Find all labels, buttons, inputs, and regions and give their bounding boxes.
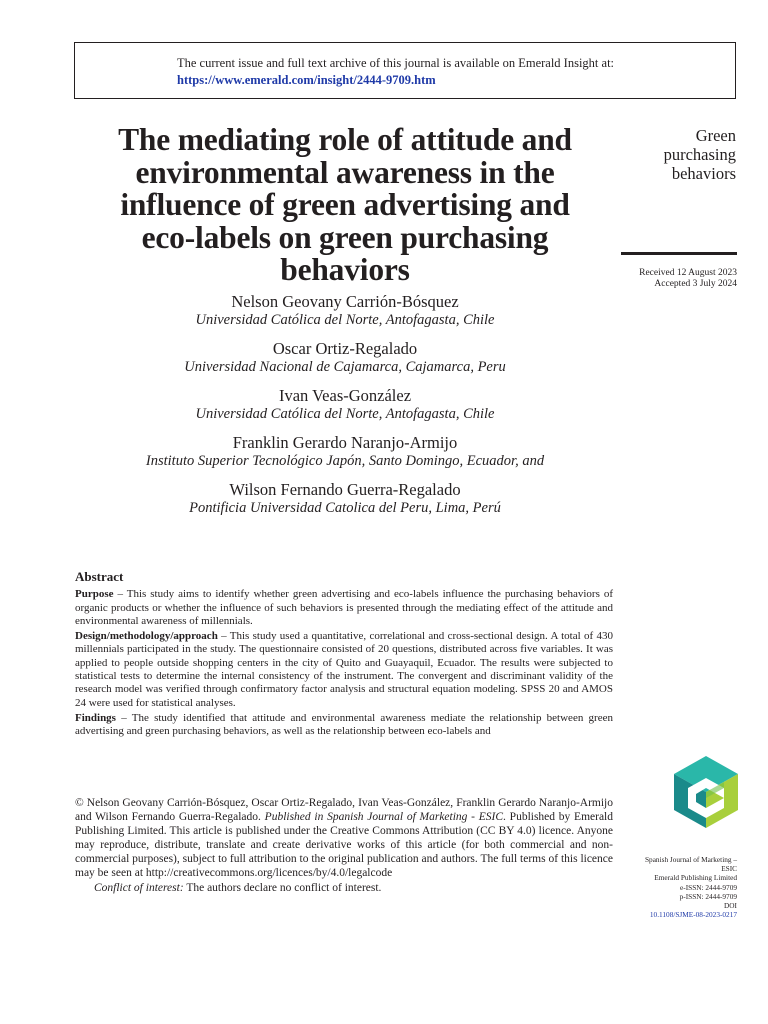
doi-label: DOI [724, 901, 737, 911]
margin-rule [621, 252, 737, 255]
licence-text: . Published by Emerald Publishing Limited. This article is published under the Creative Commons Attribution (CC BY 4.0) licence. Anyone may reproduce, distribute, translate and create derivative works of this article (for both commercial and non-commercial purposes), subject to full attribution to the original publication and authors. The full terms of this licence may be seen at http://creativecommons.org/licences/by/4.0/legalcode [75, 811, 614, 879]
conflict-text: The authors declare no conflict of interest. [183, 882, 382, 894]
purpose-label: Purpose [75, 588, 114, 601]
eissn: e-ISSN: 2444-9709 [680, 882, 737, 892]
title-line: eco-labels on green purchasing [141, 219, 549, 255]
copyright-text [75, 796, 613, 880]
title-line: behaviors [280, 252, 410, 287]
author-name: Nelson Geovany Carrión-Bósquez [231, 292, 459, 311]
doi-line [607, 901, 737, 919]
design-text: – This study used a quantitative, correlational and cross-sectional design. A total of 430 millennials participated in the study. The questionnaire consisted of 20 questions, distributed across five variables. It was applied to people outside shopping centers in the city of Quito and Guayaquil, Ecuador. The results were subjected to statistical tests to determine the internal consistency of the instrument. The convergent and discriminant validity of the research model was verified through confirmatory factor analysis and structural equation modeling. SPSS 20 and AMOS 24 were used for statistical analyses. [75, 630, 613, 709]
received-date: Received 12 August 2023 [639, 268, 737, 278]
design-label: Design/methodology/approach [75, 630, 218, 643]
author-name: Oscar Ortiz-Regalado [272, 339, 418, 358]
author-affiliation: Universidad Católica del Norte, Antofagasta, Chile [195, 406, 495, 422]
title-line: The mediating role of attitude and [118, 122, 572, 157]
doi-link[interactable]: 10.1108/SJME-08-2023-0217 [649, 910, 737, 920]
article-dates [639, 268, 737, 290]
author-name: Wilson Fernando Guerra-Regalado [229, 480, 461, 499]
published-in: Published in Spanish Journal of Marketing - ESIC [264, 811, 504, 823]
publisher: Emerald Publishing Limited [654, 873, 737, 883]
title-line: influence of green advertising and [120, 187, 570, 222]
findings-label: Findings [75, 711, 116, 724]
journal-banner [74, 42, 736, 99]
author-name: Franklin Gerardo Naranjo-Armijo [232, 433, 458, 452]
article-title [70, 124, 620, 287]
author-affiliation: Universidad Católica del Norte, Antofagasta, Chile [195, 312, 495, 328]
journal-info [607, 855, 737, 919]
abstract-heading: Abstract [75, 569, 124, 584]
conflict-statement [75, 881, 613, 895]
abstract [75, 570, 613, 741]
copyright-authors: © Nelson Geovany Carrión-Bósquez, Oscar Ortiz-Regalado, Ivan Veas-González, Franklin Gerardo Naranjo-Armijo and Wilson Fernando Guerra-Regalado. [75, 797, 613, 823]
author-affiliation: Pontificia Universidad Catolica del Peru, Lima, Perú [189, 500, 501, 516]
abstract-design [75, 630, 613, 710]
conflict-label: Conflict of interest: [94, 882, 184, 894]
banner-text: The current issue and full text archive of this journal is available on Emerald Insight at: [177, 56, 615, 70]
running-head-line: Green [695, 126, 736, 145]
author-list [70, 292, 620, 527]
author-affiliation: Instituto Superior Tecnológico Japón, Santo Domingo, Ecuador, and [145, 453, 545, 469]
journal-name-cont: ESIC [721, 864, 737, 874]
running-head-line: behaviors [671, 164, 736, 183]
abstract-purpose [75, 588, 613, 628]
copyright-notice [75, 796, 613, 895]
findings-text: – The study identified that attitude and environmental awareness mediate the relationship between green advertising and green purchasing behaviors, as well as the relationship between eco-labels and [75, 711, 613, 738]
running-head-line: purchasing [663, 145, 736, 164]
author-name: Ivan Veas-González [278, 386, 412, 405]
purpose-text: – This study aims to identify whether green advertising and eco-labels influence the purchasing behaviors of organic products or whether the influence of such behaviors is presented through the mediating effect of the attitude and environmental awareness of millennials. [75, 588, 613, 627]
open-access-logo [674, 756, 738, 828]
running-head [664, 126, 736, 183]
pissn: p-ISSN: 2444-9709 [679, 891, 737, 901]
journal-name: Spanish Journal of Marketing – [644, 855, 737, 864]
title-line: environmental awareness in the [135, 154, 555, 190]
journal-url-link[interactable]: https://www.emerald.com/insight/2444-9709.htm [177, 73, 436, 87]
author-affiliation: Universidad Nacional de Cajamarca, Cajamarca, Peru [184, 359, 506, 375]
accepted-date: Accepted 3 July 2024 [654, 279, 737, 289]
abstract-findings [75, 712, 613, 739]
